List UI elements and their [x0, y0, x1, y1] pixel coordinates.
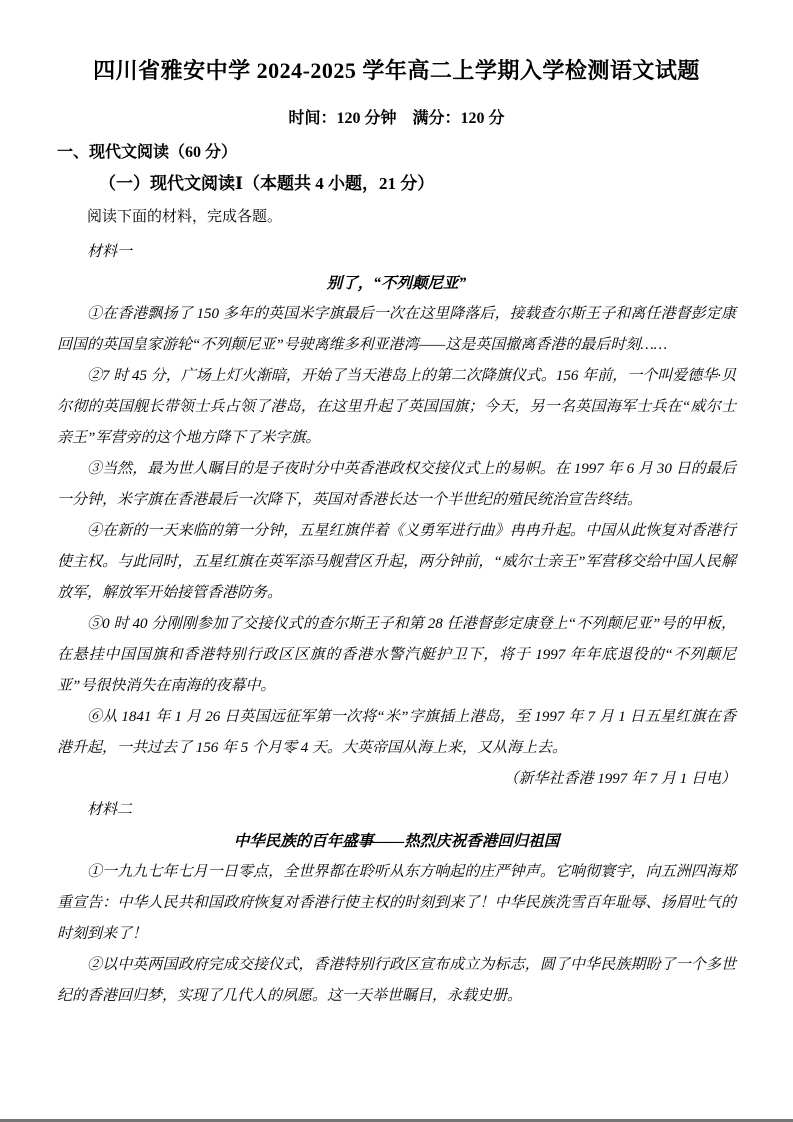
exam-title: 四川省雅安中学 2024-2025 学年高二上学期入学检测语文试题	[93, 58, 700, 83]
reading-instruction: 阅读下面的材料，完成各题。	[87, 209, 283, 225]
material-two-article-title: 中华民族的百年盛事——热烈庆祝香港回归祖国	[233, 833, 560, 850]
section-one-heading: 一、现代文阅读（60 分）	[57, 144, 238, 161]
material-one-paragraph-6: ⑥从 1841 年 1 月 26 日英国远征军第一次将“米”字旗插上港岛，至 1997 年 7 月 1 日五星红旗在香港升起，一共过去了 156 年 5 个月零 4 天。大英帝国从海上来，又从海上去。	[57, 709, 736, 756]
material-one-paragraph-2: ②7 时 45 分，广场上灯火渐暗，开始了当天港岛上的第二次降旗仪式。156 年前，一个叫爱德华·贝尔彻的英国舰长带领士兵占领了港岛，在这里升起了英国国旗；今天，另一名英国海军士兵在“威尔士亲王”军营旁的这个地方降下了米字旗。	[57, 368, 736, 446]
material-one-paragraph-3: ③当然，最为世人瞩目的是子夜时分中英香港政权交接仪式上的易帜。在 1997 年 6 月 30 日的最后一分钟，米字旗在香港最后一次降下，英国对香港长达一个半世纪的殖民统治宣告终结。	[57, 461, 736, 508]
material-one-attribution: （新华社香港 1997 年 7 月 1 日电）	[503, 771, 736, 787]
material-two-paragraph-1: ①一九九七年七月一日零点，全世界都在聆听从东方响起的庄严钟声。它响彻寰宇，向五洲四海郑重宣告：中华人民共和国政府恢复对香港行使主权的时刻到来了！中华民族洗雪百年耻辱、扬眉吐气的时刻到来了！	[57, 864, 736, 942]
material-two-paragraph-2: ②以中英两国政府完成交接仪式，香港特别行政区宣布成立为标志，圆了中华民族期盼了一个多世纪的香港回归梦，实现了几代人的夙愿。这一天举世瞩目，永载史册。	[57, 957, 736, 1004]
material-one-paragraph-4: ④在新的一天来临的第一分钟，五星红旗伴着《义勇军进行曲》冉冉升起。中国从此恢复对香港行使主权。与此同时，五星红旗在英军添马舰营区升起，两分钟前，“威尔士亲王”军营移交给中国人民解放军，解放军开始接管香港防务。	[57, 523, 736, 601]
exam-time-score-meta: 时间：120 分钟 满分：120 分	[288, 110, 505, 127]
material-two-label: 材料二	[87, 802, 133, 818]
material-one-paragraph-1: ①在香港飘扬了 150 多年的英国米字旗最后一次在这里降落后，接载查尔斯王子和离任港督彭定康回国的英国皇家游轮“不列颠尼亚”号驶离维多利亚港湾——这是英国撤离香港的最后时刻……	[57, 306, 736, 353]
material-one-label: 材料一	[87, 244, 133, 260]
material-one-article-title: 别了，“不列颠尼亚”	[326, 275, 467, 292]
material-one-paragraph-5: ⑤0 时 40 分刚刚参加了交接仪式的查尔斯王子和第 28 任港督彭定康登上“不列颠尼亚”号的甲板，在悬挂中国国旗和香港特别行政区区旗的香港水警汽艇护卫下，将于 1997 年年底退役的“不列颠尼亚”号很快消失在南海的夜幕中。	[57, 616, 736, 694]
subsection-one-heading: （一）现代文阅读Ⅰ（本题共 4 小题，21 分）	[99, 174, 435, 193]
